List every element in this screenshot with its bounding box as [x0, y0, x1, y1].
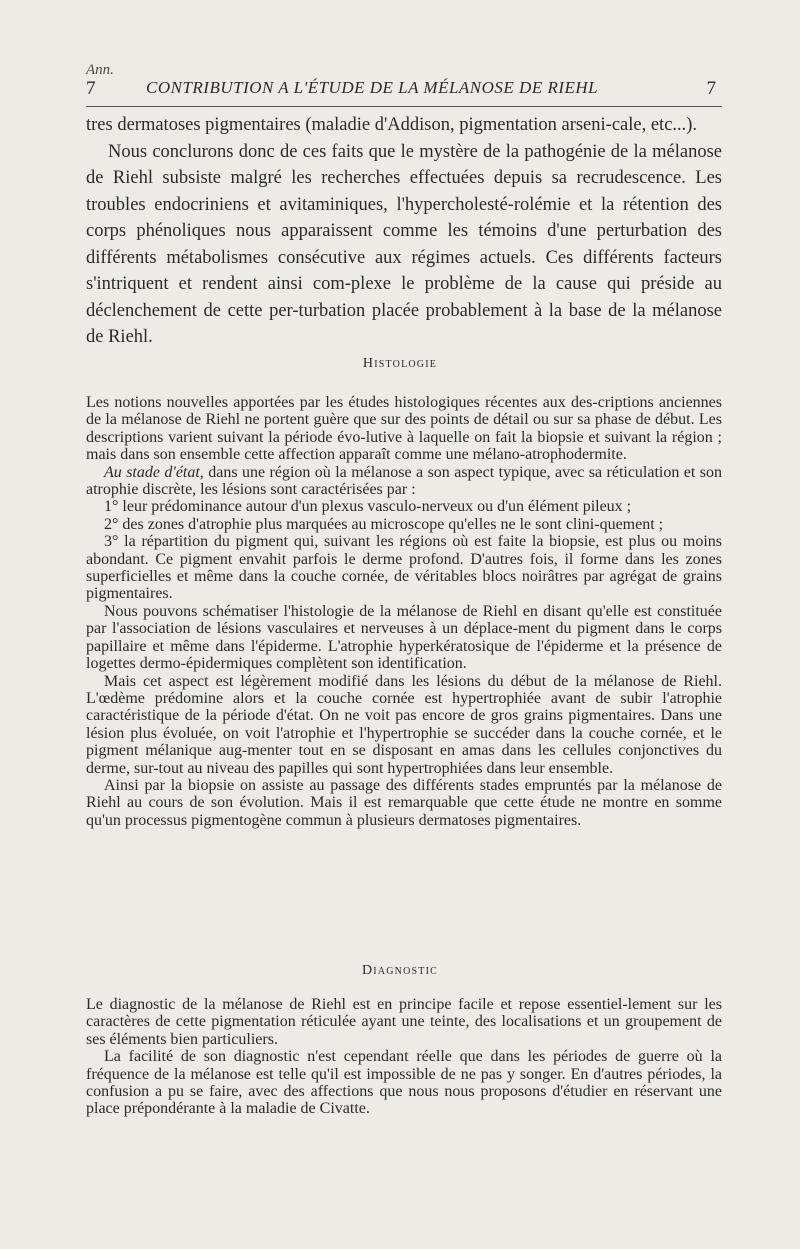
- histo-list-item-1: 1° leur prédominance autour d'un plexus vasculo-nerveux ou d'un élément pileux ;: [104, 498, 632, 516]
- histo-paragraph-5: Ainsi par la biopsie on assiste au passage des différents stades empruntés par la mélanose de Riehl au cours de son évolution. Mais il est remarquable que cette étude ne montre en somme qu'un processus pigmentogène commun à plusieurs dermatoses pigmentaires.: [86, 776, 722, 829]
- section-heading-histologie: Histologie: [362, 356, 438, 371]
- histo-list-item-2: 2° des zones d'atrophie plus marquées au microscope qu'elles ne le sont clini-quement ;: [104, 515, 664, 533]
- diag-paragraph-2: La facilité de son diagnostic n'est cependant réelle que dans les périodes de guerre où la fréquence de la mélanose est telle qu'il est impossible de ne pas y songer. En d'autres périodes, la confusion a pu se faire, avec des affections que nous nous proposons d'étudier en réservant une place prépondérante à la maladie de Civatte.: [86, 1048, 722, 1118]
- stade-phrase: Au stade d'état,: [104, 463, 204, 481]
- diag-paragraph-1: Le diagnostic de la mélanose de Riehl est en principe facile et repose essentiel-lement sur les caractères de cette pigmentation réticulée ayant une teinte, des localisations et un groupement de ses éléments bien particuliers.: [86, 996, 722, 1048]
- page-number-right: 7: [706, 78, 716, 99]
- section-heading-diagnostic: Diagnostic: [362, 963, 438, 978]
- intro-paragraph-1: tres dermatoses pigmentaires (maladie d'Addison, pigmentation arseni-cale, etc...).: [86, 115, 698, 135]
- histo-paragraph-2-rest: dans une région où la mélanose a son aspect typique, avec sa réticulation et son atrophie discrète, les lésions sont caractérisées par :: [86, 463, 722, 499]
- page-number-left: 7: [86, 78, 96, 99]
- running-header: [86, 78, 722, 104]
- histo-paragraph-1: Les notions nouvelles apportées par les études histologiques récentes aux des-criptions anciennes de la mélanose de Riehl ne portent guère que sur des points de détail ou sur sa phase de début. Les descriptions varient suivant la période évo-lutive à laquelle on fait la biopsie et suivant la région ; mais dans son ensemble cette affection apparaît comme une mélano-atrophodermite.: [86, 394, 722, 464]
- running-title: CONTRIBUTION A L'ÉTUDE DE LA MÉLANOSE DE RIEHL: [146, 78, 599, 97]
- histo-paragraph-4: Mais cet aspect est légèrement modifié dans les lésions du début de la mélanose de Riehl. L'œdème prédomine alors et la couche cornée est hypertrophiée avant de subir l'atrophie caractéristique de la période d'état. On ne voit pas encore de gros grains pigmentaires. Dans une lésion plus évoluée, on voit l'atrophie et l'hypertrophie se succéder dans la couche cornée, et le pigment mélanique aug-menter tout en se disposant en amas dans les cellules conjonctives du derme, sur-tout au niveau des papilles qui sont hypertrophiées dans leur ensemble.: [86, 672, 722, 777]
- intro-paragraph-2: Nous conclurons donc de ces faits que le mystère de la pathogénie de la mélanose de Riehl subsiste malgré les recherches effectuées depuis sa recrudescence. Les troubles endocriniens et avitaminiques, l'hypercholesté-rolémie et la rétention des corps phénoliques nous apparaissent comme les témoins d'une perturbation des différents métabolismes consécutive aux régimes actuels. Ces différents facteurs s'intriquent et rendent ainsi com-plexe le problème de la cause qui préside au déclenchement de cette per-turbation placée probablement à la base de la mélanose de Riehl.: [86, 141, 722, 347]
- histo-list-item-3: 3° la répartition du pigment qui, suivant les régions où est faite la biopsie, est plus ou moins abondant. Ce pigment envahit parfois le derme profond. D'autres fois, il forme dans les zones superficielles et même dans la couche cornée, de véritables blocs noirâtres par agrégat de grains pigmentaires.: [86, 533, 722, 603]
- histologie-section: [86, 394, 722, 829]
- header-rule: [86, 106, 722, 107]
- diagnostic-section: [86, 996, 722, 1118]
- journal-abbreviation: Ann.: [86, 62, 114, 78]
- intro-text: [86, 112, 722, 351]
- histo-paragraph-2: [86, 464, 722, 499]
- histo-paragraph-3: Nous pouvons schématiser l'histologie de la mélanose de Riehl en disant qu'elle est constituée par l'association de lésions vasculaires et nerveuses à un déplace-ment du pigment dans le corps papillaire et même dans l'épiderme. L'atrophie hyperkératosique de l'épiderme et la présence de logettes dermo-épidermiques complètent son identification.: [86, 602, 722, 673]
